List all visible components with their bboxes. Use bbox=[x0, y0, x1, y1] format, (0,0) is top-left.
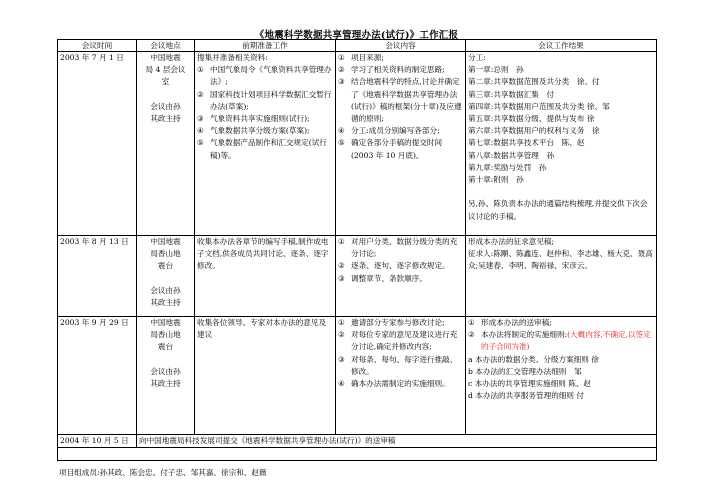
prep-item: 中国气象局令《气象资料共享管理办法》; bbox=[210, 65, 332, 87]
place-line: 震台 bbox=[157, 261, 174, 271]
meeting-date: 2004 年 10 月 5 日 bbox=[58, 435, 137, 448]
list-marker: ① bbox=[338, 53, 345, 62]
list-marker: ② bbox=[468, 330, 475, 340]
list-marker: ④ bbox=[338, 126, 345, 136]
work-report-table bbox=[57, 39, 657, 461]
list-marker: ⑤ bbox=[197, 138, 204, 148]
prep-item: 气象资料共享实施细则(试行); bbox=[210, 114, 310, 124]
header-meeting-content: 会议内容 bbox=[336, 40, 466, 52]
preparation-cell: 收集本办法各章节的编写手稿,制作成电子文档,供各成员共同讨论、逐条、逐字修改。 bbox=[195, 236, 336, 317]
place-line: 其政主持 bbox=[150, 379, 181, 388]
prep-item: 国家科技计划项目科学数据汇交暂行办法(草案); bbox=[210, 89, 332, 111]
result-line: 第一章:总则 孙 bbox=[468, 65, 524, 75]
list-marker: ② bbox=[338, 65, 345, 75]
blank-cell bbox=[58, 448, 657, 461]
result-line: 另,孙、陈负责本办法的通篇结构梳理,并提交供下次会议讨论的手稿。 bbox=[468, 199, 648, 221]
list-marker: ④ bbox=[338, 379, 345, 389]
result-item: 形成本办法的送审稿; bbox=[481, 318, 552, 327]
place-line: 局 4 层会议 bbox=[145, 65, 186, 75]
list-marker: ① bbox=[197, 65, 204, 75]
red-note: (大概内容,不确定,以签定的子合同为准) bbox=[481, 330, 651, 352]
content-cell bbox=[336, 236, 466, 317]
preparation-cell bbox=[195, 52, 336, 236]
list-marker: ② bbox=[197, 89, 204, 99]
table-row bbox=[58, 52, 657, 236]
meeting-date: 2003 年 9 月 29 日 bbox=[58, 317, 137, 435]
place-line: 中国地震 bbox=[150, 318, 181, 327]
list-marker: ③ bbox=[338, 77, 345, 87]
content-item: 对每条、每句、每字进行推敲、修改。 bbox=[351, 354, 458, 376]
result-line: 第五章:共享数据分级、提供与发布 徐 bbox=[468, 114, 595, 124]
table-row bbox=[58, 435, 657, 448]
list-marker: ③ bbox=[338, 273, 345, 283]
place-line: 会议由孙 bbox=[150, 101, 181, 111]
list-marker: ① bbox=[338, 237, 345, 246]
blank-row bbox=[58, 448, 657, 461]
prep-item: 气象数据产品制作和汇交规定(试行稿)等。 bbox=[210, 138, 327, 160]
place-line: 会议由孙 bbox=[150, 366, 181, 376]
list-marker: ③ bbox=[197, 114, 204, 124]
content-item: 对每位专家的意见及建议进行充分讨论,确定并修改内容; bbox=[351, 330, 458, 352]
result-line: 第九章:奖励与处罚 孙 bbox=[468, 162, 547, 172]
place-line: 其政主持 bbox=[150, 114, 181, 123]
result-item-lead: 本办法将制定的实施细则: bbox=[481, 330, 568, 340]
content-cell bbox=[336, 317, 466, 435]
result-subitem: d 本办法的共享服务管理的细则 付 bbox=[468, 391, 584, 401]
result-line: 分工: bbox=[468, 53, 486, 62]
meeting-place bbox=[137, 52, 195, 236]
submission-note: 向中国地震局科技发展司提交《地震科学数据共享管理办法(试行)》的送审稿 bbox=[137, 435, 657, 448]
result-cell bbox=[466, 317, 657, 435]
content-item: 结合地震科学的特点,讨论并确定了《地震科学数据共享管理办法(试行)》稿的框架(分十章)及应遵循的原则; bbox=[351, 77, 462, 124]
header-meeting-result: 会议工作结果 bbox=[466, 40, 657, 52]
meeting-date: 2003 年 8 月 13 日 bbox=[58, 236, 137, 317]
header-meeting-time: 会议时间 bbox=[58, 40, 137, 52]
place-line: 局香山地 bbox=[150, 249, 181, 259]
list-marker: ④ bbox=[197, 126, 204, 136]
result-subitem: a 本办法的数据分类、分级方案细则 徐 bbox=[468, 354, 599, 364]
table-row bbox=[58, 317, 657, 435]
meeting-date: 2003 年 7 月 1 日 bbox=[58, 52, 137, 236]
team-members: 项目组成员:孙其政、陈会忠、付子忠、邹其嘉、徐宗和、赵薇 bbox=[59, 468, 267, 477]
content-item: 确定各部分手稿的提交时间(2003 年 10 月底)。 bbox=[351, 138, 443, 160]
result-subitem: c 本办法的共享管理实施细则 陈、赵 bbox=[468, 379, 591, 389]
content-item: 调整章节、条款顺序。 bbox=[351, 273, 427, 283]
list-marker: ① bbox=[338, 318, 345, 327]
list-marker: ⑤ bbox=[338, 138, 345, 148]
preparation-cell: 收集各位领导、专家对本办法的意见及建议 bbox=[195, 317, 336, 435]
list-marker: ② bbox=[338, 261, 345, 271]
place-line: 局香山地 bbox=[150, 330, 181, 340]
result-line: 第二章:共享数据范围及共分类 徐、付 bbox=[468, 77, 600, 87]
place-line: 中国地震 bbox=[150, 237, 181, 246]
place-line: 室 bbox=[161, 77, 170, 87]
table-row bbox=[58, 236, 657, 317]
meeting-place bbox=[137, 317, 195, 435]
content-item: 对用户分类、数据分级分类的充分讨论; bbox=[351, 237, 458, 259]
result-line: 第三章:共享数据汇集 付 bbox=[468, 89, 555, 99]
table-header-row bbox=[58, 40, 657, 52]
header-preparation: 前期准备工作 bbox=[195, 40, 336, 52]
content-item: 确本办法需制定的实施细则。 bbox=[351, 379, 450, 389]
result-cell bbox=[466, 52, 657, 236]
content-cell bbox=[336, 52, 466, 236]
list-marker: ① bbox=[468, 318, 475, 327]
prep-item: 气象数据共享分级方案(草案); bbox=[210, 126, 310, 136]
result-line: 第八章:数据共享管理 孙 bbox=[468, 150, 555, 160]
content-item: 学习了相关资料的制定思路; bbox=[351, 65, 445, 75]
result-line: 第四章:共享数据用户范围及共分类 徐、邹 bbox=[468, 101, 610, 111]
result-line: 第六章:共享数据用户的权利与义务 徐 bbox=[468, 126, 600, 136]
place-line: 震台 bbox=[157, 342, 174, 352]
list-marker: ② bbox=[338, 330, 345, 340]
result-item bbox=[481, 329, 654, 353]
document-title: 《地震科学数据共享管理办法(试行)》工作汇报 bbox=[254, 30, 459, 41]
place-line: 其政主持 bbox=[150, 298, 181, 307]
content-item: 邀请部分专家参与修改讨论; bbox=[351, 318, 445, 327]
content-item: 分工:成员分别编写各部分; bbox=[351, 126, 440, 136]
prep-line: 搜集并准备相关资料: bbox=[197, 53, 268, 62]
result-line: 形成本办法的征求意见稿; bbox=[468, 237, 555, 246]
result-line: 第七章:数据共享技术平台 陈、赵 bbox=[468, 138, 585, 148]
result-subitem: b 本办法的汇交管理办法细则 邹 bbox=[468, 366, 582, 376]
place-line: 会议由孙 bbox=[150, 285, 181, 295]
result-line: 第十章:附则 孙 bbox=[468, 175, 524, 185]
header-meeting-place: 会议地点 bbox=[137, 40, 195, 52]
content-item: 逐条、逐句、逐字修改规定。 bbox=[351, 261, 450, 271]
content-item: 项目来源; bbox=[351, 53, 384, 62]
result-cell bbox=[466, 236, 657, 317]
meeting-place bbox=[137, 236, 195, 317]
result-line: 征求人:陈顒、陈鑫连、赵仲和、李志雄、杨大克、聂高众;吴建春、李明、陶裕禄、宋彦云。 bbox=[468, 249, 653, 271]
place-line: 中国地震 bbox=[150, 53, 181, 62]
list-marker: ③ bbox=[338, 354, 345, 364]
